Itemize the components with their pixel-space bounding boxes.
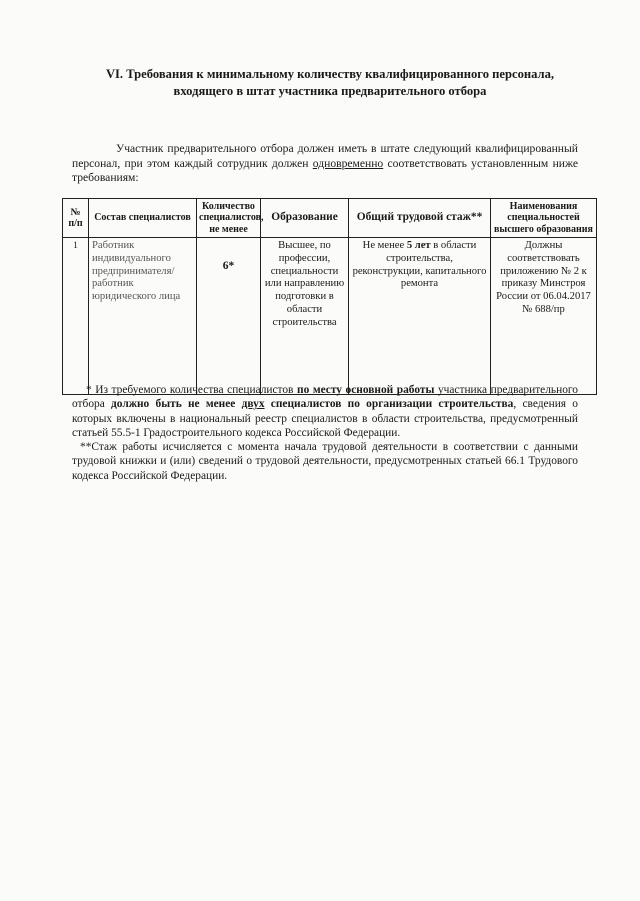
table-row xyxy=(63,238,597,395)
footnote-1-part-a: Из требуемого количества специалистов xyxy=(91,384,297,396)
cell-specialty-names: Должны соответствовать приложению № 2 к приказу Минстроя России от 06.04.2017 № 688/пр xyxy=(491,238,597,395)
intro-text-after: соответствовать установленным ниже требованиям: xyxy=(72,156,578,184)
header-num: № п/п xyxy=(63,199,89,238)
footnote-1 xyxy=(72,383,578,440)
footnote-1-part-d: должно быть не менее xyxy=(111,398,236,411)
exp-rest: в области строительства, реконструкции, капитального ремонта xyxy=(352,240,487,290)
cell-num: 1 xyxy=(63,238,89,395)
header-count: Количество специалистов, не менее xyxy=(197,199,261,238)
exp-bold: 5 лет xyxy=(406,240,431,251)
footnote-1-part-g: , сведения о которых включены в национальный реестр специалистов в области строительства, предусмотренный статьей 55.5-1 Градостроительного кодекса Российской Федерации. xyxy=(72,398,578,439)
intro-underlined: одновременно xyxy=(312,156,384,170)
footnotes xyxy=(72,383,578,483)
exp-prefix: Не менее xyxy=(362,240,407,251)
cell-experience xyxy=(349,238,491,395)
intro-text-before: Участник предварительного отбора должен иметь в штате следующий квалифицированный персонал, при этом каждый сотрудник должен xyxy=(72,142,578,170)
header-specialty-names: Наименования специальностей высшего образования xyxy=(491,199,597,238)
footnote-2 xyxy=(72,440,578,483)
footnote-1-marker: * xyxy=(86,384,92,396)
table-header-row xyxy=(63,199,597,238)
cell-staff xyxy=(89,238,197,395)
header-education: Образование xyxy=(261,199,349,238)
requirements-table xyxy=(62,198,597,395)
intro-paragraph xyxy=(72,142,578,186)
footnote-2-text: **Стаж работы исчисляется с момента начала трудовой деятельности в соответствии с данными трудовой книжки и (или) сведений о трудовой деятельности, предусмотренных статьей 66.1 Трудового кодекса Российской Федерации. xyxy=(72,441,578,482)
footnote-1-part-b: по месту основной работы xyxy=(297,384,435,396)
header-experience: Общий трудовой стаж** xyxy=(349,199,491,238)
cell-education: Высшее, по профессии, специальности или направлению подготовки в области строительства xyxy=(261,238,349,395)
header-staff: Состав специалистов xyxy=(89,199,197,238)
cell-count: 6* xyxy=(197,238,261,395)
footnote-1-part-e: двух xyxy=(241,398,265,411)
heading-line-2: входящего в штат участника предварительного отбора xyxy=(173,84,487,98)
footnote-1-part-f: специалистов по организации строительства xyxy=(264,398,514,411)
footnote-1-part-c: участника предварительного отбора xyxy=(72,384,578,411)
cell-staff-text: Работник индивидуального предпринимателя/ работник юридического лица xyxy=(92,240,181,303)
heading-line-1: VI. Требования к минимальному количеству квалифицированного персонала, xyxy=(105,67,555,81)
section-heading xyxy=(70,66,590,100)
